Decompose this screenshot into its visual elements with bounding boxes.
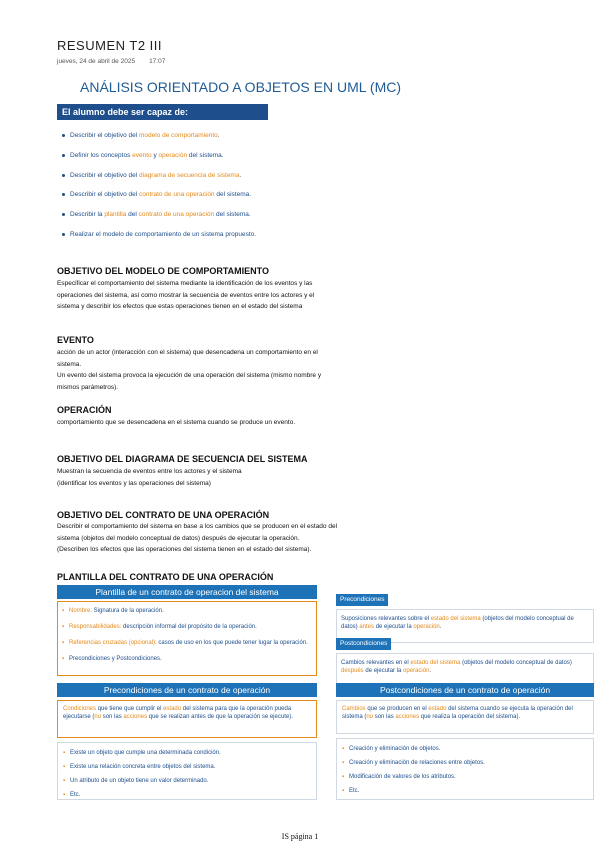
section-heading: OPERACIÓN [57,405,112,415]
postcondiciones-box [336,632,594,687]
list-item: ▪ Etc. [63,791,311,799]
section-heading: OBJETIVO DEL MODELO DE COMPORTAMIENTO [57,266,270,276]
box-body: Suposiciones relevantes sobre el estado del sistema (objetos del modelo conceptual de datos) antes de ejecutar la operación. [336,609,594,643]
plantilla-panel [57,585,317,673]
panel-body [57,601,317,676]
section-body: comportamiento que se desencadena en el sistema cuando se produce un evento. [57,419,296,426]
list-item: ▪ Etc. [342,787,588,795]
list-item: Describir el objetivo del modelo de comportamiento. [62,132,256,152]
time-text: 17:07 [149,58,166,65]
section-heading: OBJETIVO DEL DIAGRAMA DE SECUENCIA DEL SISTEMA [57,454,308,464]
section-heading-plantilla: PLANTILLA DEL CONTRATO DE UNA OPERACIÓN [57,572,274,582]
list-item: Realizar el modelo de comportamiento de un sistema propuesto. [62,231,256,251]
panel-list [57,742,317,800]
objectives-banner: El alumno debe ser capaz de: [57,104,268,120]
main-heading: ANÁLISIS ORIENTADO A OBJETOS EN UML (MC) [80,79,402,95]
section-heading: EVENTO [57,335,94,345]
postcondiciones-panel [336,683,594,800]
box-body: Cambios relevantes en el estado del sistema (objetos del modelo conceptual de datos) después de ejecutar la operación. [336,653,594,687]
list-item: ▪ Referencias cruzadas (opcional): casos de uso en los que puede tener lugar la operación. [62,639,312,647]
page-footer: IS página 1 [281,832,319,841]
section-modelo [57,266,314,313]
list-item: Definir los conceptos evento y operación del sistema. [62,152,256,172]
section-diagrama [57,454,308,489]
panel-intro: Condiciones que tiene que cumplir el estado del sistema para que la operación pueda ejecutarse (no son las acciones que se realizan antes de que la operación se ejecute). [57,700,317,738]
list-item: Describir el objetivo del diagrama de secuencia de sistema. [62,172,256,192]
section-operacion [57,405,295,429]
list-item: Describir la plantilla del contrato de una operación del sistema. [62,211,256,231]
precondiciones-panel [57,683,317,800]
list-item: ▪ Responsabilidades: descripción informal del propósito de la operación. [62,623,312,631]
list-item: ▪ Existe un objeto que cumple una determinada condición. [63,749,311,757]
box-heading: Precondiciones [336,594,388,606]
panel-heading: Postcondiciones de un contrato de operación [336,683,594,697]
page-date [57,58,165,65]
panel-heading: Precondiciones de un contrato de operación [57,683,317,697]
box-heading: Postcondiciones [336,638,391,650]
section-evento [57,335,321,393]
list-item: ▪ Precondiciones y Postcondiciones. [62,655,312,663]
page-title: RESUMEN T2 III [57,38,163,53]
panel-heading: Plantilla de un contrato de operacion del sistema [57,585,317,599]
section-body: acción de un actor (interacción con el sistema) que desencadena un comportamiento en el sistema. Un evento del sistema provoca la ejecución de una operación del sistema (mismo nombre y mismos parámetros). [57,349,322,391]
panel-list [336,738,594,800]
list-item: ▪ Modificación de valores de los atributos. [342,773,588,781]
objectives-list [62,132,256,251]
list-item: ▪ Creación y eliminación de relaciones entre objetos. [342,759,588,767]
list-item: Describir el objetivo del contrato de una operación del sistema. [62,191,256,211]
section-heading: OBJETIVO DEL CONTRATO DE UNA OPERACIÓN [57,510,270,520]
section-body: Especificar el comportamiento del sistema mediante la identificación de los eventos y las operaciones del sistema, así como mostrar la secuencia de eventos entre los actores y el sistema y describir los efectos que estas operaciones tienen en el estado del sistema [57,280,315,310]
section-body: Describir el comportamiento del sistema en base a los cambios que se producen en el estado del sistema (objetos del modelo conceptual de datos) después de ejecutar la operación. (Describen los efectos que las operaciones del sistema tienen en el estado del sistema). [57,523,338,553]
section-body: Muestran la secuencia de eventos entre los actores y el sistema (identificar los eventos y las operaciones del sistema) [57,468,242,487]
panel-intro: Cambios que se producen en el estado del sistema cuando se ejecuta la operación del sistema (no son las acciones que realiza la operación del sistema). [336,700,594,734]
date-text: jueves, 24 de abril de 2025 [57,58,136,65]
section-contrato [57,510,337,556]
list-item: ▪ Creación y eliminación de objetos. [342,745,588,753]
list-item: ▪ Un atributo de un objeto tiene un valor determinado. [63,777,311,785]
list-item: ▪ Existe una relación concreta entre objetos del sistema. [63,763,311,771]
list-item: ▪ Nombre: Signatura de la operación. [62,607,312,615]
